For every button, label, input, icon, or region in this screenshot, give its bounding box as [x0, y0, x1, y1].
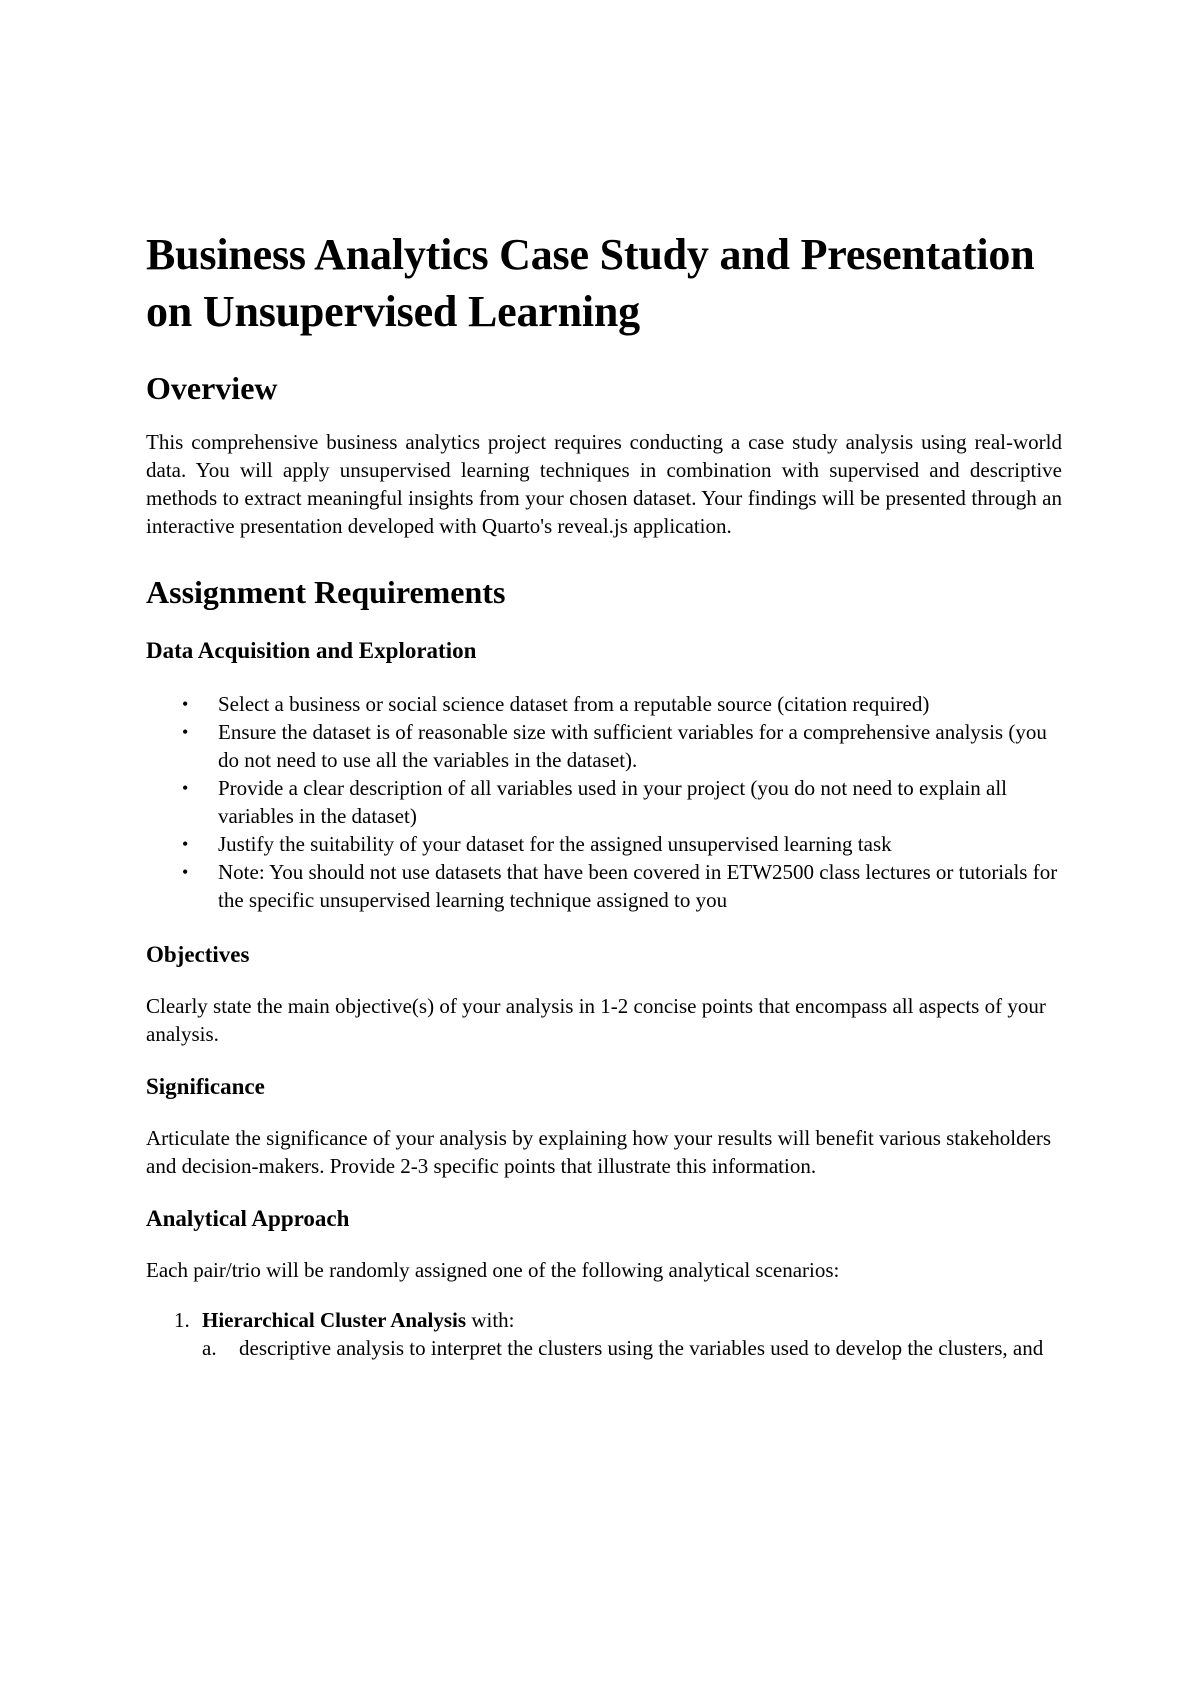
list-item-text: Justify the suitability of your dataset for the assigned unsupervised learning task — [218, 832, 892, 856]
overview-paragraph: This comprehensive business analytics project requires conducting a case study analysis using real-world data. You will apply unsupervised learning techniques in combination with supervised and descriptive methods to extract meaningful insights from your chosen dataset. Your findings will be presented through an interactive presentation developed with Quarto's reveal.js application. — [146, 430, 1062, 538]
scenario-item — [146, 1306, 1062, 1362]
scenario-number: 1. — [174, 1308, 190, 1332]
objectives-heading: Objectives — [146, 942, 250, 967]
bullet-icon: • — [182, 862, 189, 882]
list-item — [146, 830, 1062, 858]
list-item — [146, 690, 1062, 718]
overview-heading: Overview — [146, 370, 278, 406]
bullet-icon: • — [182, 722, 189, 742]
list-item-text: Note: You should not use datasets that have been covered in ETW2500 class lectures or tutorials for the specific unsupervised learning technique assigned to you — [218, 860, 1058, 912]
assignment-requirements-heading: Assignment Requirements — [146, 574, 506, 610]
sub-item-letter: a. — [202, 1336, 217, 1360]
sub-item-text: descriptive analysis to interpret the clusters using the variables used to develop the clusters, and — [239, 1336, 1044, 1360]
scenario-sub-list — [202, 1334, 1062, 1362]
significance-heading: Significance — [146, 1074, 265, 1099]
scenario-name: Hierarchical Cluster Analysis — [202, 1308, 467, 1332]
scenario-suffix: with: — [466, 1308, 515, 1332]
analytical-approach-heading: Analytical Approach — [146, 1206, 350, 1231]
list-item-text: Select a business or social science dataset from a reputable source (citation required) — [218, 692, 930, 716]
list-item — [146, 718, 1062, 774]
significance-paragraph: Articulate the significance of your analysis by explaining how your results will benefit various stakeholders and decision-makers. Provide 2-3 specific points that illustrate this information. — [146, 1126, 1052, 1178]
list-item-text: Provide a clear description of all variables used in your project (you do not need to explain all variables in the dataset) — [218, 776, 1008, 828]
document-title: Business Analytics Case Study and Presentation on Unsupervised Learning — [146, 230, 1035, 336]
objectives-paragraph: Clearly state the main objective(s) of your analysis in 1-2 concise points that encompass all aspects of your analysis. — [146, 994, 1046, 1046]
scenario-list — [146, 1306, 1062, 1362]
data-acquisition-heading: Data Acquisition and Exploration — [146, 638, 477, 663]
bullet-icon: • — [182, 834, 189, 854]
analytical-approach-paragraph: Each pair/trio will be randomly assigned one of the following analytical scenarios: — [146, 1258, 840, 1282]
list-item — [146, 774, 1062, 830]
bullet-icon: • — [182, 694, 189, 714]
document-page — [146, 226, 1062, 1362]
list-item-text: Ensure the dataset is of reasonable size with sufficient variables for a comprehensive analysis (you do not need to use all the variables in the dataset). — [218, 720, 1047, 772]
scenario-sub-item — [202, 1334, 1062, 1362]
bullet-icon: • — [182, 778, 189, 798]
list-item — [146, 858, 1062, 914]
data-acquisition-list — [146, 690, 1062, 914]
